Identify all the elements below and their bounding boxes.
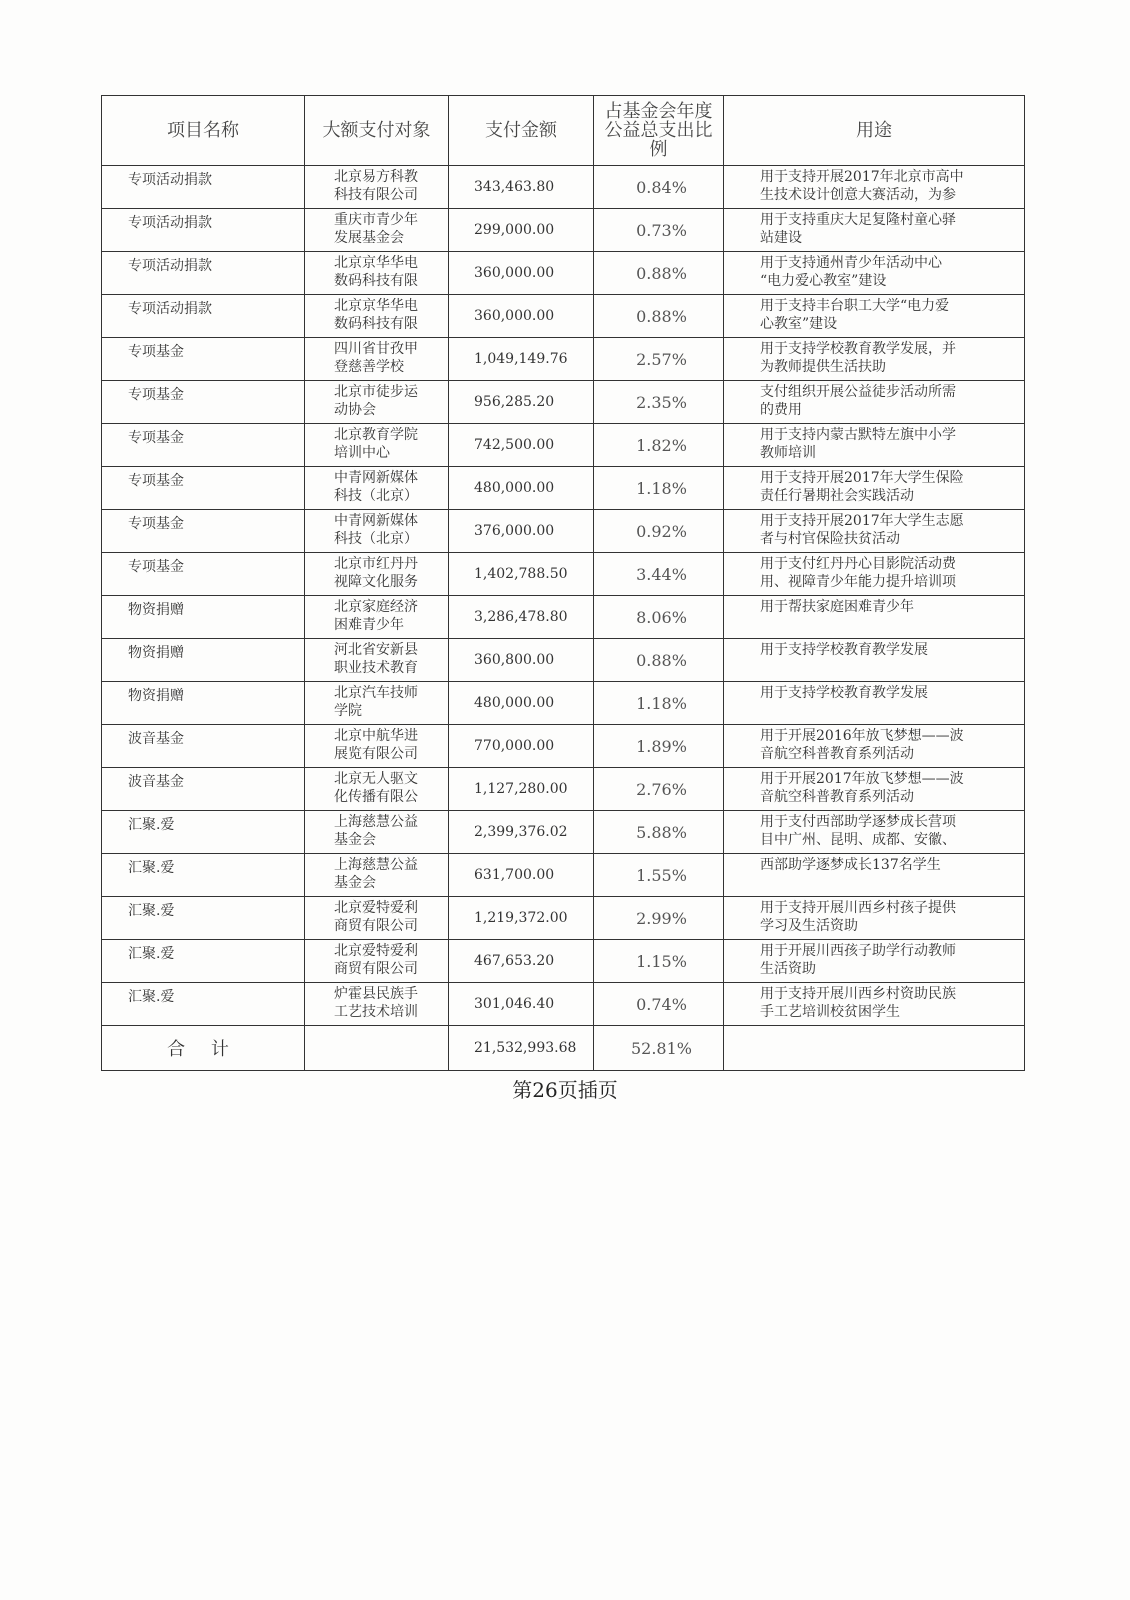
purpose-cell	[724, 854, 1025, 897]
amount-cell: 480,000.00	[449, 467, 594, 510]
purpose-cell	[724, 166, 1025, 209]
purpose-line: 用于开展2017年放飞梦想——波	[760, 771, 964, 787]
payee-line: 北京易方科教	[334, 169, 418, 185]
payee-line: 北京汽车技师	[334, 685, 418, 701]
ratio-cell: 0.84%	[594, 166, 724, 209]
payee-line: 上海慈慧公益	[334, 857, 418, 873]
table-row	[102, 639, 1025, 682]
purpose-cell	[724, 897, 1025, 940]
purpose-line: 用于支持通州青少年活动中心	[760, 255, 942, 271]
table-row	[102, 897, 1025, 940]
purpose-cell	[724, 209, 1025, 252]
purpose-line: 用于支持丰台职工大学“电力爱	[760, 298, 950, 314]
purpose-cell	[724, 983, 1025, 1026]
payee-line: 北京京华华电	[334, 255, 418, 271]
amount-cell: 480,000.00	[449, 682, 594, 725]
purpose-line: 用于支持重庆大足复隆村童心驿	[760, 212, 956, 228]
purpose-line: 用于支持开展2017年北京市高中	[760, 169, 964, 185]
ratio-cell: 1.55%	[594, 854, 724, 897]
ratio-cell: 0.74%	[594, 983, 724, 1026]
header-ratio-line: 公益总支出比	[604, 120, 713, 141]
payee-line: 北京家庭经济	[334, 599, 418, 615]
purpose-line: “电力爱心教室”建设	[760, 273, 887, 289]
payee-line: 北京爱特爱利	[334, 900, 418, 916]
header-purpose: 用途	[724, 96, 1025, 166]
amount-cell: 1,219,372.00	[449, 897, 594, 940]
payee-cell	[305, 553, 449, 596]
total-amount: 21,532,993.68	[449, 1026, 594, 1071]
payee-line: 数码科技有限	[334, 316, 418, 332]
payee-line: 重庆市青少年	[334, 212, 418, 228]
amount-cell: 3,286,478.80	[449, 596, 594, 639]
payee-line: 商贸有限公司	[334, 918, 418, 934]
table-row	[102, 682, 1025, 725]
purpose-line: 用于支持开展2017年大学生志愿	[760, 513, 964, 529]
project-name-cell: 专项基金	[102, 467, 305, 510]
purpose-line: 学习及生活资助	[760, 918, 858, 934]
amount-cell: 376,000.00	[449, 510, 594, 553]
project-name-cell: 专项基金	[102, 424, 305, 467]
payee-cell	[305, 897, 449, 940]
payee-cell	[305, 424, 449, 467]
project-name-cell: 专项活动捐款	[102, 166, 305, 209]
purpose-line: 教师培训	[760, 445, 816, 461]
header-ratio-line: 占基金会年度	[604, 101, 713, 122]
payee-line: 中青网新媒体	[334, 513, 418, 529]
amount-cell: 299,000.00	[449, 209, 594, 252]
purpose-line: 者与村官保险扶贫活动	[760, 531, 900, 547]
payee-line: 展览有限公司	[334, 746, 418, 762]
purpose-cell	[724, 295, 1025, 338]
payee-line: 工艺技术培训	[334, 1004, 418, 1020]
payee-cell	[305, 252, 449, 295]
purpose-line: 用于支持开展川西乡村孩子提供	[760, 900, 956, 916]
header-ratio	[594, 96, 724, 166]
payee-cell	[305, 209, 449, 252]
amount-cell: 2,399,376.02	[449, 811, 594, 854]
table-row	[102, 295, 1025, 338]
total-purpose-empty	[724, 1026, 1025, 1071]
payee-line: 商贸有限公司	[334, 961, 418, 977]
payee-cell	[305, 725, 449, 768]
purpose-cell	[724, 811, 1025, 854]
amount-cell: 360,000.00	[449, 295, 594, 338]
project-name-cell: 汇聚.爱	[102, 983, 305, 1026]
ratio-cell: 0.73%	[594, 209, 724, 252]
payee-line: 基金会	[334, 832, 376, 848]
amount-cell: 467,653.20	[449, 940, 594, 983]
ratio-cell: 1.18%	[594, 682, 724, 725]
purpose-line: 西部助学逐梦成长137名学生	[760, 857, 941, 873]
payee-cell	[305, 682, 449, 725]
payee-line: 困难青少年	[334, 617, 404, 633]
table-row	[102, 725, 1025, 768]
table-row	[102, 854, 1025, 897]
amount-cell: 301,046.40	[449, 983, 594, 1026]
purpose-line: 用于帮扶家庭困难青少年	[760, 599, 914, 615]
purpose-line: 生技术设计创意大赛活动，为参	[760, 187, 956, 203]
purpose-line: 音航空科普教育系列活动	[760, 789, 914, 805]
payee-cell	[305, 510, 449, 553]
project-name-cell: 专项基金	[102, 510, 305, 553]
payee-line: 四川省甘孜甲	[334, 341, 418, 357]
payment-table	[101, 95, 1025, 1071]
project-name-cell: 波音基金	[102, 768, 305, 811]
amount-cell: 343,463.80	[449, 166, 594, 209]
payee-line: 北京无人驱文	[334, 771, 418, 787]
table-row	[102, 811, 1025, 854]
table-row	[102, 338, 1025, 381]
purpose-line: 目中广州、昆明、成都、安徽、	[760, 832, 956, 848]
payee-cell	[305, 983, 449, 1026]
project-name-cell: 专项基金	[102, 338, 305, 381]
project-name-cell: 汇聚.爱	[102, 854, 305, 897]
table-header-row	[102, 96, 1025, 166]
payee-line: 培训中心	[334, 445, 390, 461]
payee-line: 基金会	[334, 875, 376, 891]
payee-cell	[305, 338, 449, 381]
purpose-line: 生活资助	[760, 961, 816, 977]
table-row	[102, 553, 1025, 596]
project-name-cell: 汇聚.爱	[102, 897, 305, 940]
table-row	[102, 209, 1025, 252]
amount-cell: 770,000.00	[449, 725, 594, 768]
table-row	[102, 768, 1025, 811]
payee-line: 视障文化服务	[334, 574, 418, 590]
payee-cell	[305, 166, 449, 209]
purpose-line: 用于支持开展川西乡村资助民族	[760, 986, 956, 1002]
ratio-cell: 0.88%	[594, 295, 724, 338]
ratio-cell: 8.06%	[594, 596, 724, 639]
total-label: 合 计	[102, 1026, 305, 1071]
amount-cell: 742,500.00	[449, 424, 594, 467]
ratio-cell: 3.44%	[594, 553, 724, 596]
payee-line: 北京市徒步运	[334, 384, 418, 400]
payee-line: 学院	[334, 703, 362, 719]
purpose-line: 支付组织开展公益徒步活动所需	[760, 384, 956, 400]
payee-line: 上海慈慧公益	[334, 814, 418, 830]
project-name-cell: 汇聚.爱	[102, 811, 305, 854]
purpose-cell	[724, 467, 1025, 510]
purpose-line: 用于支持学校教育教学发展	[760, 642, 928, 658]
payee-line: 数码科技有限	[334, 273, 418, 289]
purpose-cell	[724, 768, 1025, 811]
purpose-line: 用于支付西部助学逐梦成长营项	[760, 814, 956, 830]
project-name-cell: 专项基金	[102, 381, 305, 424]
purpose-cell	[724, 639, 1025, 682]
amount-cell: 360,800.00	[449, 639, 594, 682]
table-row	[102, 983, 1025, 1026]
table-row	[102, 381, 1025, 424]
purpose-cell	[724, 381, 1025, 424]
total-row	[102, 1026, 1025, 1071]
ratio-cell: 1.89%	[594, 725, 724, 768]
project-name-cell: 专项基金	[102, 553, 305, 596]
payee-line: 北京爱特爱利	[334, 943, 418, 959]
purpose-cell	[724, 725, 1025, 768]
table-row	[102, 166, 1025, 209]
purpose-cell	[724, 424, 1025, 467]
ratio-cell: 2.57%	[594, 338, 724, 381]
ratio-cell: 1.15%	[594, 940, 724, 983]
payee-cell	[305, 811, 449, 854]
payee-line: 科技（北京）	[334, 531, 418, 547]
payee-line: 中青网新媒体	[334, 470, 418, 486]
ratio-cell: 2.99%	[594, 897, 724, 940]
ratio-cell: 0.92%	[594, 510, 724, 553]
purpose-cell	[724, 252, 1025, 295]
purpose-line: 用于开展川西孩子助学行动教师	[760, 943, 956, 959]
payee-cell	[305, 295, 449, 338]
header-project: 项目名称	[102, 96, 305, 166]
project-name-cell: 专项活动捐款	[102, 209, 305, 252]
purpose-cell	[724, 940, 1025, 983]
payee-line: 北京中航华进	[334, 728, 418, 744]
payee-line: 炉霍县民族手	[334, 986, 418, 1002]
header-payee: 大额支付对象	[305, 96, 449, 166]
payee-line: 科技（北京）	[334, 488, 418, 504]
purpose-line: 责任行暑期社会实践活动	[760, 488, 914, 504]
table-row	[102, 424, 1025, 467]
total-payee-empty	[305, 1026, 449, 1071]
purpose-line: 站建设	[760, 230, 802, 246]
purpose-line: 用于支持学校教育教学发展，并	[760, 341, 956, 357]
payee-cell	[305, 467, 449, 510]
payee-line: 北京教育学院	[334, 427, 418, 443]
header-ratio-line: 例	[649, 139, 668, 160]
purpose-cell	[724, 338, 1025, 381]
amount-cell: 631,700.00	[449, 854, 594, 897]
purpose-line: 手工艺培训校贫困学生	[760, 1004, 900, 1020]
amount-cell: 1,049,149.76	[449, 338, 594, 381]
amount-cell: 360,000.00	[449, 252, 594, 295]
payee-cell	[305, 768, 449, 811]
ratio-cell: 5.88%	[594, 811, 724, 854]
purpose-line: 音航空科普教育系列活动	[760, 746, 914, 762]
project-name-cell: 物资捐赠	[102, 639, 305, 682]
payee-cell	[305, 940, 449, 983]
purpose-cell	[724, 682, 1025, 725]
amount-cell: 1,127,280.00	[449, 768, 594, 811]
purpose-line: 的费用	[760, 402, 802, 418]
total-ratio: 52.81%	[594, 1026, 724, 1071]
amount-cell: 956,285.20	[449, 381, 594, 424]
payee-cell	[305, 639, 449, 682]
payee-line: 登慈善学校	[334, 359, 404, 375]
purpose-line: 心教室”建设	[760, 316, 838, 332]
purpose-line: 用于支持学校教育教学发展	[760, 685, 928, 701]
payee-cell	[305, 854, 449, 897]
project-name-cell: 专项活动捐款	[102, 252, 305, 295]
table-row	[102, 252, 1025, 295]
purpose-line: 用于开展2016年放飞梦想——波	[760, 728, 964, 744]
table-row	[102, 596, 1025, 639]
header-amount: 支付金额	[449, 96, 594, 166]
purpose-cell	[724, 553, 1025, 596]
purpose-line: 为教师提供生活扶助	[760, 359, 886, 375]
payee-line: 动协会	[334, 402, 376, 418]
project-name-cell: 物资捐赠	[102, 682, 305, 725]
project-name-cell: 汇聚.爱	[102, 940, 305, 983]
payee-line: 职业技术教育	[334, 660, 418, 676]
payee-line: 北京市红丹丹	[334, 556, 418, 572]
ratio-cell: 1.82%	[594, 424, 724, 467]
purpose-line: 用于支付红丹丹心目影院活动费	[760, 556, 956, 572]
project-name-cell: 专项活动捐款	[102, 295, 305, 338]
payee-line: 河北省安新县	[334, 642, 418, 658]
ratio-cell: 2.35%	[594, 381, 724, 424]
page-footer: 第26页插页	[512, 1078, 618, 1102]
table-body	[102, 166, 1025, 1026]
ratio-cell: 0.88%	[594, 639, 724, 682]
purpose-line: 用于支持内蒙古默特左旗中小学	[760, 427, 956, 443]
project-name-cell: 波音基金	[102, 725, 305, 768]
payee-line: 科技有限公司	[334, 187, 418, 203]
purpose-line: 用、视障青少年能力提升培训项	[760, 574, 956, 590]
ratio-cell: 2.76%	[594, 768, 724, 811]
payee-line: 发展基金会	[334, 230, 404, 246]
ratio-cell: 1.18%	[594, 467, 724, 510]
payee-line: 北京京华华电	[334, 298, 418, 314]
payee-cell	[305, 596, 449, 639]
table-row	[102, 510, 1025, 553]
purpose-cell	[724, 510, 1025, 553]
table-row	[102, 940, 1025, 983]
purpose-line: 用于支持开展2017年大学生保险	[760, 470, 964, 486]
ratio-cell: 0.88%	[594, 252, 724, 295]
project-name-cell: 物资捐赠	[102, 596, 305, 639]
amount-cell: 1,402,788.50	[449, 553, 594, 596]
payee-cell	[305, 381, 449, 424]
table-row	[102, 467, 1025, 510]
purpose-cell	[724, 596, 1025, 639]
payee-line: 化传播有限公	[334, 789, 418, 805]
